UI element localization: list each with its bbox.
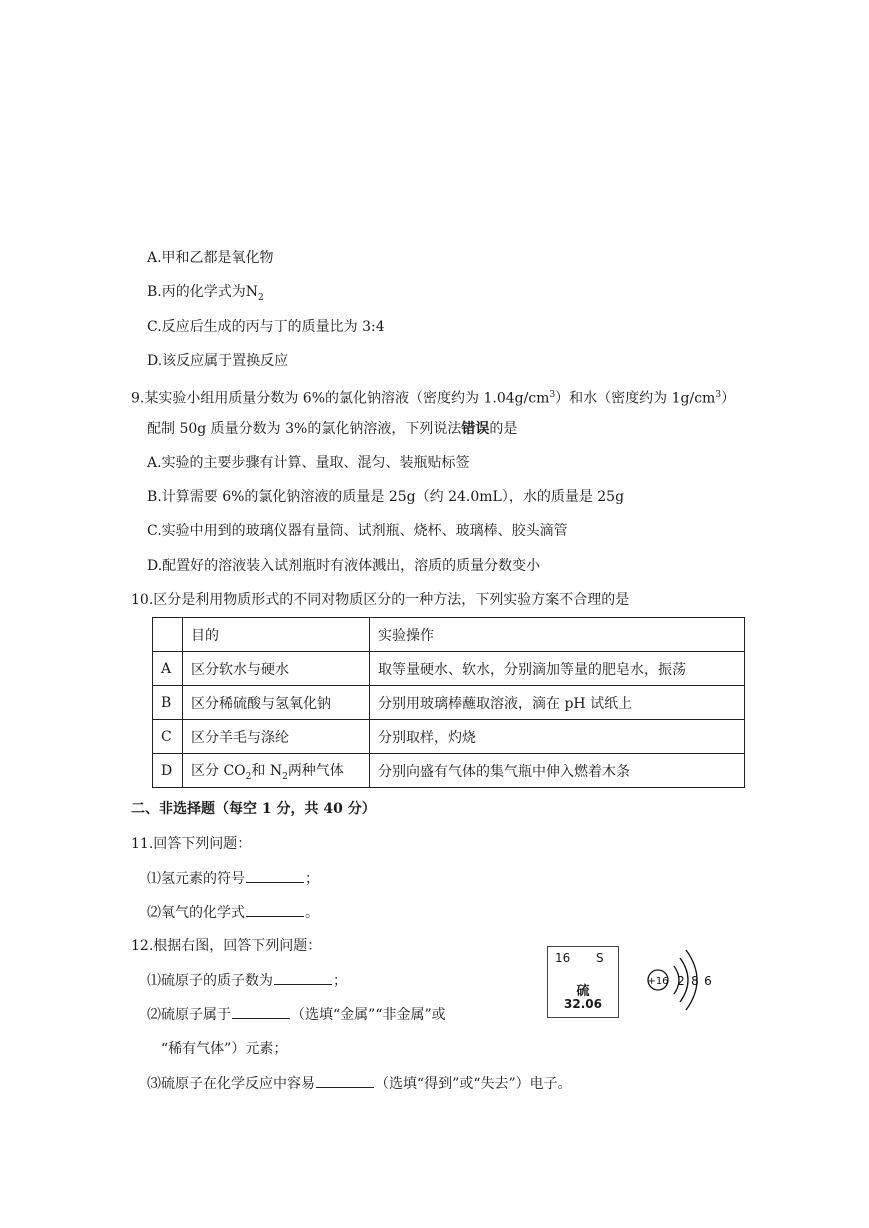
table-row bbox=[153, 686, 745, 720]
table-header-row bbox=[153, 618, 745, 652]
element-name: 硫 bbox=[576, 984, 590, 999]
q12-part1-end: ； bbox=[333, 973, 347, 989]
q9-stem-sup-1: 3 bbox=[549, 390, 556, 400]
table-header-cell bbox=[153, 618, 183, 652]
q10-options-table bbox=[152, 617, 745, 788]
table-cell-operation: 分别用玻璃棒蘸取溶液，滴在 pH 试纸上 bbox=[370, 686, 745, 720]
q9-stem-text-a: 9.某实验小组用质量分数为 6%的氯化钠溶液（密度约为 1.04g/cm bbox=[131, 390, 550, 407]
table-cell-option: A bbox=[153, 652, 183, 686]
q12-part2-text: ⑵硫原子属于 bbox=[147, 1007, 231, 1023]
table-row bbox=[153, 652, 745, 686]
q9-stem-line1 bbox=[131, 385, 735, 409]
answer-blank[interactable] bbox=[274, 970, 332, 985]
q9-option-c: C.实验中用到的玻璃仪器有量筒、试剂瓶、烧杯、玻璃棒、胶头滴管 bbox=[147, 523, 568, 539]
table-cell-operation: 取等量硬水、软水，分别滴加等量的肥皂水，振荡 bbox=[370, 652, 745, 686]
q8-option-b-text: B.丙的化学式为N bbox=[147, 284, 258, 300]
q9-stem-text-d: 配制 50g 质量分数为 3%的氯化钠溶液，下列说法 bbox=[147, 421, 462, 437]
q8-option-a: A.甲和乙都是氧化物 bbox=[147, 250, 274, 266]
q8-option-b-subscript: 2 bbox=[258, 292, 264, 303]
q9-stem-text-c: ） bbox=[721, 390, 736, 407]
answer-blank[interactable] bbox=[316, 1073, 374, 1088]
q9-stem-text-e: 的是 bbox=[489, 421, 518, 437]
q9-stem-sup-2: 3 bbox=[715, 390, 722, 400]
q12-part2-text-b: （选填“金属”“非金属”或 bbox=[291, 1007, 446, 1023]
element-symbol: S bbox=[596, 951, 604, 965]
atomic-mass: 32.06 bbox=[564, 997, 602, 1011]
atomic-number: 16 bbox=[555, 951, 571, 965]
nucleus-charge: +16 bbox=[647, 976, 669, 987]
q9-stem-line2 bbox=[147, 419, 517, 439]
q8-option-d: D.该反应属于置换反应 bbox=[147, 353, 289, 369]
q12-part3-text: ⑶硫原子在化学反应中容易 bbox=[147, 1076, 315, 1092]
shell-electron-count: 6 bbox=[704, 974, 712, 988]
q11-stem: 11.回答下列问题： bbox=[131, 836, 252, 852]
q12-part3 bbox=[147, 1073, 572, 1094]
table-cell-option: D bbox=[153, 754, 183, 788]
table-cell-option: B bbox=[153, 686, 183, 720]
answer-blank[interactable] bbox=[232, 1004, 290, 1019]
goal-subscript-1: 2 bbox=[245, 771, 252, 782]
q12-part1 bbox=[147, 970, 347, 991]
table-cell-goal: 区分羊毛与涤纶 bbox=[183, 720, 370, 754]
q11-part1-text: ⑴氢元素的符号 bbox=[147, 871, 245, 887]
q12-part3-text-b: （选填“得到”或“失去”）电子。 bbox=[375, 1076, 572, 1092]
table-cell-operation: 分别取样，灼烧 bbox=[370, 720, 745, 754]
shell-electron-count: 8 bbox=[691, 974, 699, 988]
q8-option-c: C.反应后生成的丙与丁的质量比为 3:4 bbox=[147, 319, 385, 335]
table-row bbox=[153, 720, 745, 754]
q11-part1 bbox=[147, 868, 319, 889]
table-cell-goal: 区分稀硫酸与氢氧化钠 bbox=[183, 686, 370, 720]
section-heading: 二、非选择题（每空 1 分，共 40 分） bbox=[131, 801, 376, 817]
goal-subscript-2: 2 bbox=[282, 771, 288, 782]
atom-structure-diagram bbox=[640, 940, 720, 1020]
table-header-cell: 实验操作 bbox=[370, 618, 745, 652]
q8-option-b bbox=[147, 282, 264, 308]
answer-blank[interactable] bbox=[246, 902, 304, 917]
shell-electron-count: 2 bbox=[677, 974, 685, 988]
q9-stem-text-b: ）和水（密度约为 1g/cm bbox=[555, 390, 716, 407]
table-header-cell: 目的 bbox=[183, 618, 370, 652]
q11-part2 bbox=[147, 902, 319, 923]
q10-stem: 10.区分是利用物质形式的不同对物质区分的一种方法，下列实验方案不合理的是 bbox=[131, 592, 630, 608]
table-cell-option: C bbox=[153, 720, 183, 754]
q12-stem: 12.根据右图，回答下列问题： bbox=[131, 938, 322, 954]
table-cell-operation: 分别向盛有气体的集气瓶中伸入燃着木条 bbox=[370, 754, 745, 788]
q9-stem-emphasis: 错误 bbox=[461, 421, 490, 437]
q11-part2-text: ⑵氧气的化学式 bbox=[147, 905, 245, 921]
goal-text-c: 两种气体 bbox=[287, 762, 344, 779]
q12-part2-cont: “稀有气体”）元素； bbox=[161, 1041, 288, 1057]
goal-text-a: 区分 CO bbox=[191, 762, 246, 779]
goal-text-b: 和 N bbox=[251, 762, 283, 779]
q12-part2 bbox=[147, 1004, 446, 1025]
q9-option-a: A.实验的主要步骤有计算、量取、混匀、装瓶贴标签 bbox=[147, 455, 470, 471]
q11-part1-end: ； bbox=[305, 871, 319, 887]
q12-part1-text: ⑴硫原子的质子数为 bbox=[147, 973, 273, 989]
q11-part2-end: 。 bbox=[305, 905, 319, 921]
table-cell-goal bbox=[183, 754, 370, 788]
answer-blank[interactable] bbox=[246, 868, 304, 883]
q9-option-b: B.计算需要 6%的氯化钠溶液的质量是 25g（约 24.0mL），水的质量是 25g bbox=[147, 489, 625, 505]
table-row bbox=[153, 754, 745, 788]
q9-option-d: D.配置好的溶液装入试剂瓶时有液体溅出，溶质的质量分数变小 bbox=[147, 558, 541, 574]
periodic-element-card bbox=[547, 946, 619, 1018]
table-cell-goal: 区分软水与硬水 bbox=[183, 652, 370, 686]
